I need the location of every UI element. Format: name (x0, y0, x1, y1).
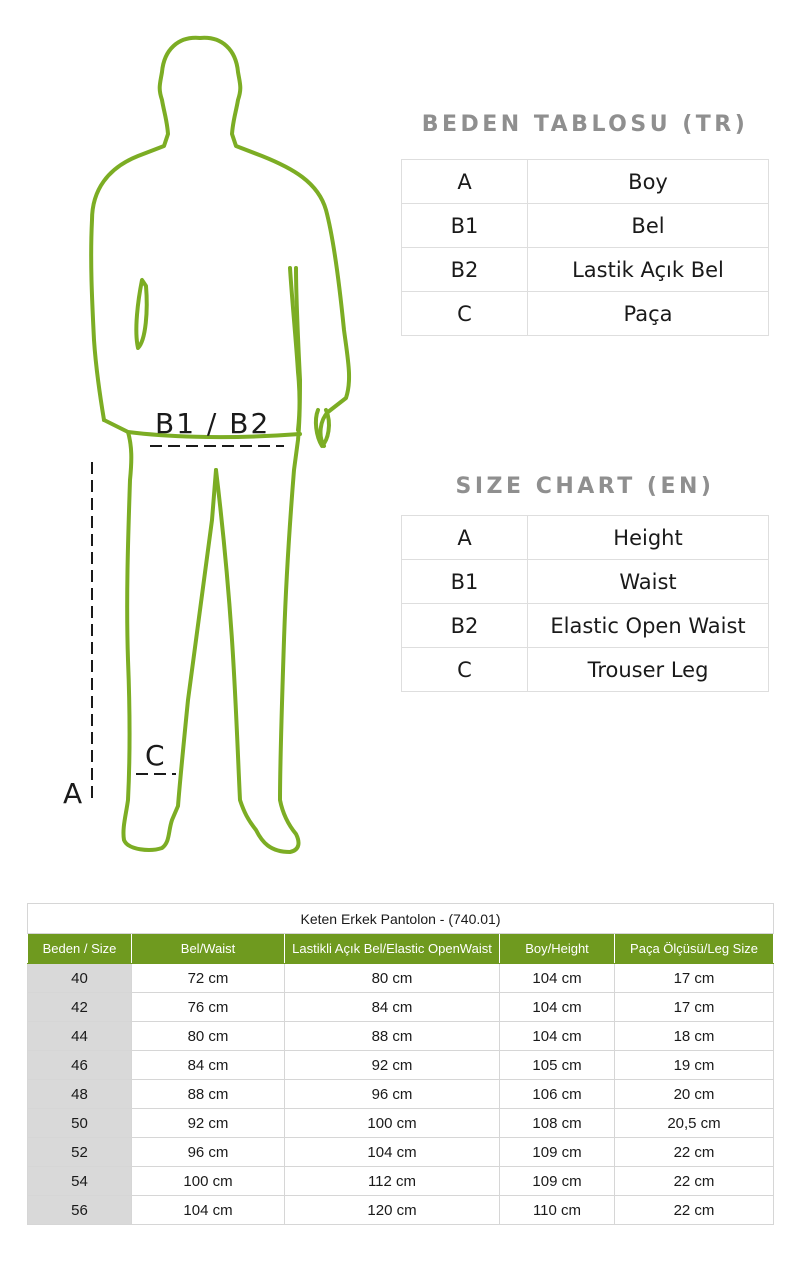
key-cell: B2 (402, 248, 528, 292)
elastic-waist-cell: 100 cm (285, 1109, 500, 1138)
body-figure (0, 0, 400, 880)
table-row (28, 1022, 774, 1051)
label-c: C (145, 739, 167, 772)
height-cell: 109 cm (500, 1167, 615, 1196)
table-row (402, 248, 769, 292)
waist-cell: 80 cm (132, 1022, 285, 1051)
table-row (28, 1080, 774, 1109)
tr-measurement-table (401, 159, 769, 336)
elastic-waist-cell: 120 cm (285, 1196, 500, 1225)
waist-cell: 84 cm (132, 1051, 285, 1080)
table-row (28, 1109, 774, 1138)
table-row (402, 560, 769, 604)
key-cell: B2 (402, 604, 528, 648)
table-caption-row (28, 904, 774, 934)
key-cell: A (402, 516, 528, 560)
value-cell: Height (528, 516, 769, 560)
en-measurement-table (401, 515, 769, 692)
leg-size-cell: 19 cm (615, 1051, 774, 1080)
height-cell: 110 cm (500, 1196, 615, 1225)
waist-cell: 72 cm (132, 964, 285, 993)
table-row (28, 964, 774, 993)
table-row (28, 993, 774, 1022)
height-cell: 104 cm (500, 993, 615, 1022)
size-cell: 52 (28, 1138, 132, 1167)
height-cell: 109 cm (500, 1138, 615, 1167)
size-cell: 48 (28, 1080, 132, 1109)
waist-cell: 88 cm (132, 1080, 285, 1109)
leg-size-cell: 22 cm (615, 1196, 774, 1225)
leg-size-cell: 18 cm (615, 1022, 774, 1051)
elastic-waist-cell: 80 cm (285, 964, 500, 993)
key-cell: C (402, 292, 528, 336)
waist-cell: 76 cm (132, 993, 285, 1022)
table-header-row (28, 934, 774, 964)
leg-size-cell: 22 cm (615, 1138, 774, 1167)
height-cell: 108 cm (500, 1109, 615, 1138)
table-row (402, 292, 769, 336)
size-table-body (28, 964, 774, 1225)
leg-size-cell: 17 cm (615, 993, 774, 1022)
size-table (27, 903, 774, 1225)
value-cell: Paça (528, 292, 769, 336)
key-cell: C (402, 648, 528, 692)
table-row (402, 648, 769, 692)
table-row (28, 1138, 774, 1167)
value-cell: Lastik Açık Bel (528, 248, 769, 292)
height-cell: 104 cm (500, 964, 615, 993)
table-caption: Keten Erkek Pantolon - (740.01) (28, 904, 774, 934)
table-row (402, 604, 769, 648)
leg-size-cell: 22 cm (615, 1167, 774, 1196)
key-cell: A (402, 160, 528, 204)
height-cell: 105 cm (500, 1051, 615, 1080)
size-cell: 44 (28, 1022, 132, 1051)
en-chart-title: SIZE CHART (EN) (455, 474, 715, 499)
value-cell: Bel (528, 204, 769, 248)
elastic-waist-cell: 112 cm (285, 1167, 500, 1196)
size-cell: 42 (28, 993, 132, 1022)
waist-cell: 96 cm (132, 1138, 285, 1167)
waist-cell: 100 cm (132, 1167, 285, 1196)
header-height: Boy/Height (500, 934, 615, 964)
key-cell: B1 (402, 560, 528, 604)
label-a: A (63, 777, 85, 810)
table-row (28, 1196, 774, 1225)
table-row (402, 160, 769, 204)
elastic-waist-cell: 88 cm (285, 1022, 500, 1051)
value-cell: Waist (528, 560, 769, 604)
size-cell: 46 (28, 1051, 132, 1080)
table-row (28, 1051, 774, 1080)
leg-size-cell: 17 cm (615, 964, 774, 993)
value-cell: Elastic Open Waist (528, 604, 769, 648)
size-cell: 50 (28, 1109, 132, 1138)
header-elastic-waist: Lastikli Açık Bel/Elastic OpenWaist (285, 934, 500, 964)
elastic-waist-cell: 92 cm (285, 1051, 500, 1080)
header-size: Beden / Size (28, 934, 132, 964)
elastic-waist-cell: 96 cm (285, 1080, 500, 1109)
height-cell: 106 cm (500, 1080, 615, 1109)
tr-chart-title: BEDEN TABLOSU (TR) (421, 112, 749, 137)
value-cell: Boy (528, 160, 769, 204)
table-row (28, 1167, 774, 1196)
height-cell: 104 cm (500, 1022, 615, 1051)
body-outline-illustration (0, 0, 400, 880)
header-leg-size: Paça Ölçüsü/Leg Size (615, 934, 774, 964)
size-cell: 40 (28, 964, 132, 993)
size-cell: 54 (28, 1167, 132, 1196)
elastic-waist-cell: 104 cm (285, 1138, 500, 1167)
elastic-waist-cell: 84 cm (285, 993, 500, 1022)
header-waist: Bel/Waist (132, 934, 285, 964)
size-table-container (27, 903, 773, 1225)
waist-cell: 104 cm (132, 1196, 285, 1225)
leg-size-cell: 20 cm (615, 1080, 774, 1109)
table-row (402, 516, 769, 560)
value-cell: Trouser Leg (528, 648, 769, 692)
table-row (402, 204, 769, 248)
waist-cell: 92 cm (132, 1109, 285, 1138)
size-cell: 56 (28, 1196, 132, 1225)
leg-size-cell: 20,5 cm (615, 1109, 774, 1138)
key-cell: B1 (402, 204, 528, 248)
label-b1-b2: B1 / B2 (155, 407, 271, 440)
